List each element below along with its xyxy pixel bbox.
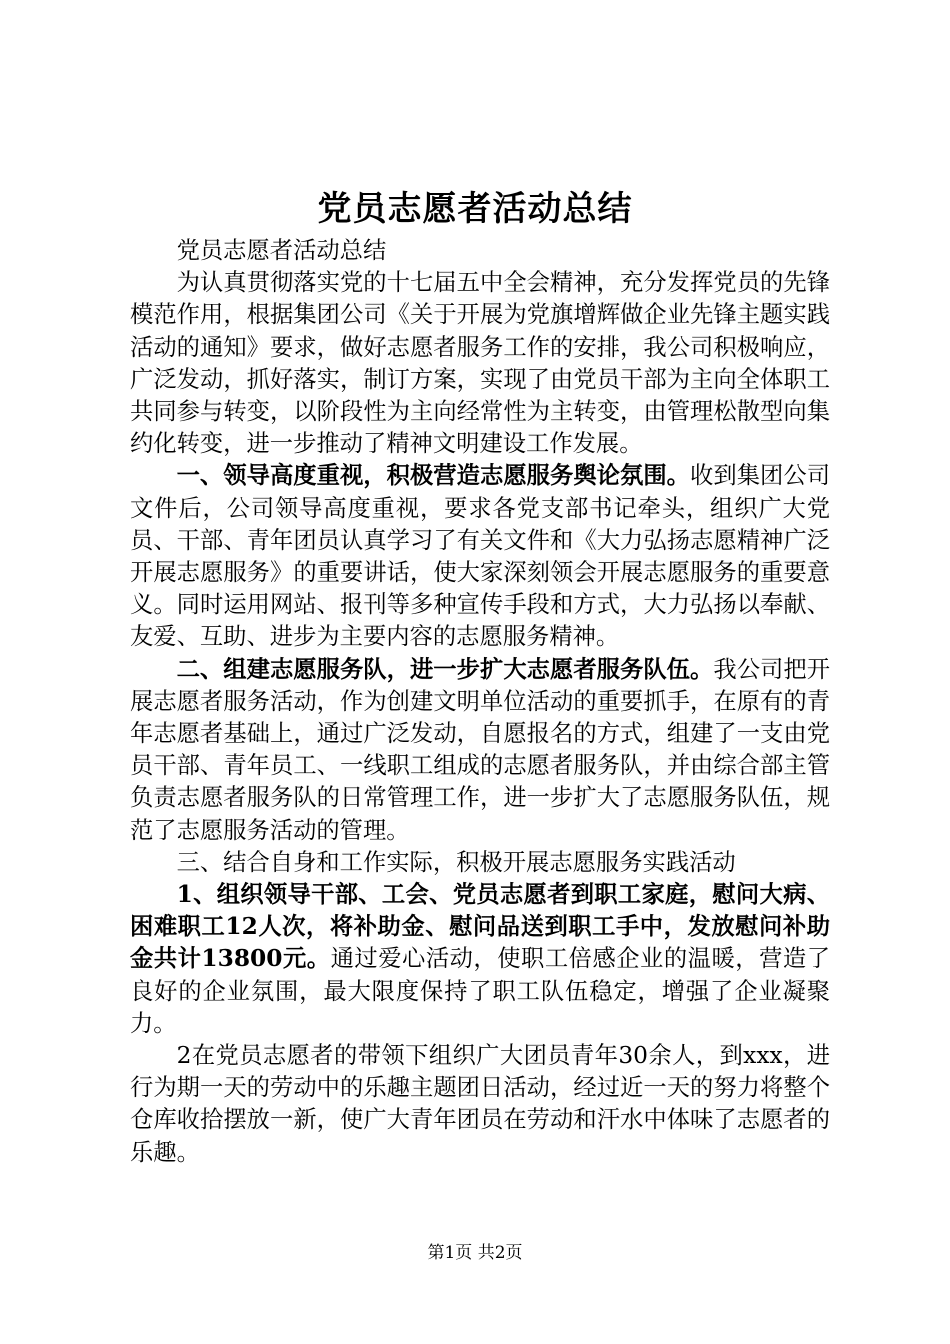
section-3-heading: 三、结合自身和工作实际，积极开展志愿服务实践活动	[176, 848, 736, 876]
item-1-paragraph	[130, 879, 830, 1040]
subtitle: 党员志愿者活动总结	[176, 237, 387, 264]
item-2-paragraph: 2在党员志愿者的带领下组织广大团员青年30余人，到xxx，进行为期一天的劳动中的乐趣主题团日活动，经过近一天的努力将整个仓库收拾摆放一新，使广大青年团员在劳动和汗水中体味了志愿者的乐趣。	[130, 1042, 830, 1166]
section-2-body: 我公司把开展志愿者服务活动，作为创建文明单位活动的重要抓手，在原有的青年志愿者基础上，通过广泛发动，自愿报名的方式，组建了一支由党员干部、青年员工、一线职工组成的志愿者服务队，并由综合部主管负责志愿者服务队的日常管理工作，进一步扩大了志愿服务队伍，规范了志愿服务活动的管理。	[130, 655, 831, 844]
intro-paragraph: 为认真贯彻落实党的十七届五中全会精神，充分发挥党员的先锋模范作用，根据集团公司《关于开展为党旗增辉做企业先锋主题实践活动的通知》要求，做好志愿者服务工作的安排，我公司积极响应，广泛发动，抓好落实，制订方案，实现了由党员干部为主向全体职工共同参与转变，以阶段性为主向经常性为主转变，由管理松散型向集约化转变，进一步推动了精神文明建设工作发展。	[130, 269, 830, 458]
item-1-heading: 1、组织领导干部、工会、党员志愿者到职工家庭，慰问大病、困难职工12人次，将补助金、慰问品送到职工手中，发放慰问补助金共计13800元。	[130, 881, 830, 973]
item-1-body: 通过爱心活动，使职工倍感企业的温暖，营造了良好的企业氛围，最大限度保持了职工队伍稳定，增强了企业凝聚力。	[130, 945, 830, 1037]
document-body	[130, 235, 830, 1169]
page-footer: 第1页 共2页	[427, 1243, 523, 1263]
page-title: 党员志愿者活动总结	[317, 189, 633, 229]
section-2-heading: 二、组建志愿服务队，进一步扩大志愿者服务队伍。	[176, 655, 714, 683]
section-2-paragraph	[130, 654, 830, 847]
section-1-heading: 一、领导高度重视，积极营造志愿服务舆论氛围。	[176, 462, 691, 490]
section-1-body: 收到集团公司文件后，公司领导高度重视，要求各党支部书记牵头，组织广大党员、干部、青年团员认真学习了有关文件和《大力弘扬志愿精神广泛开展志愿服务》的重要讲话，使大家深刻领会开展志愿服务的重要意义。同时运用网站、报刊等多种宣传手段和方式，大力弘扬以奉献、友爱、互助、进步为主要内容的志愿服务精神。	[130, 462, 830, 651]
section-1-paragraph	[130, 460, 830, 653]
